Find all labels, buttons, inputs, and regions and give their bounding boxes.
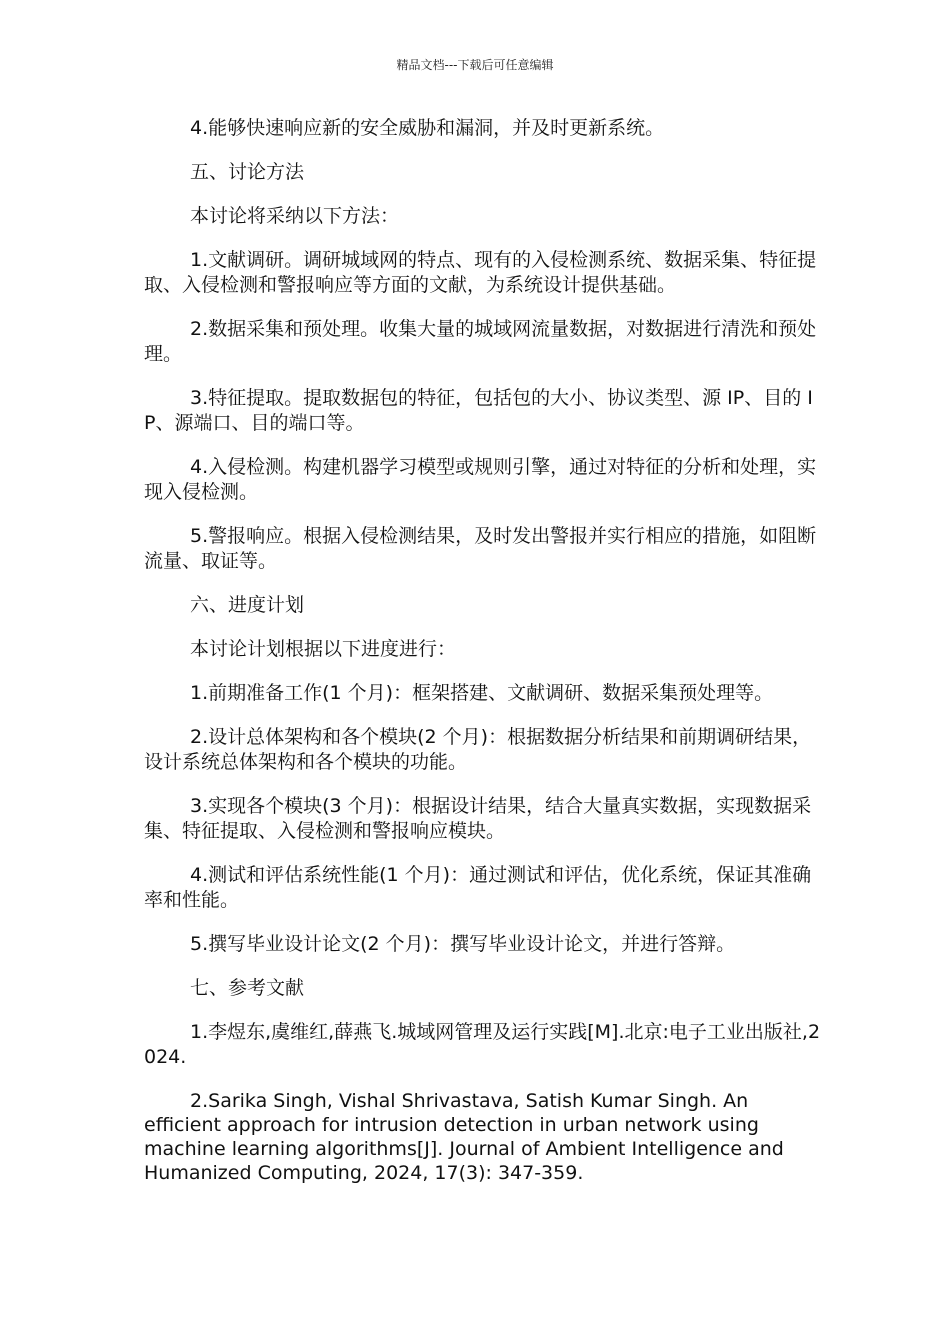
paragraph-item-4-response: 4.能够快速响应新的安全威胁和漏洞，并及时更新系统。 [190,117,665,139]
paragraph-schedule-step-5: 5.撰写毕业设计论文(2 个月)：撰写毕业设计论文，并进行答辩。 [190,933,736,955]
paragraph-method-feature-extraction: 3.特征提取。提取数据包的特征，包括包的大小、协议类型、源 IP、目的 IP、源端口、目的端口等。 [144,387,813,434]
document-body [144,116,824,1204]
paragraph-method-intrusion-detection: 4.入侵检测。构建机器学习模型或规则引擎，通过对特征的分析和处理，实现入侵检测。 [144,456,817,503]
page-header-watermark: 精品文档---下载后可任意编辑 [396,58,554,72]
section-heading-methods: 五、讨论方法 [190,161,305,183]
paragraph-method-literature: 1.文献调研。调研城域网的特点、现有的入侵检测系统、数据采集、特征提取、入侵检测和警报响应等方面的文献，为系统设计提供基础。 [144,249,817,296]
paragraph-method-alert-response: 5.警报响应。根据入侵检测结果，及时发出警报并实行相应的措施，如阻断流量、取证等。 [144,525,817,572]
section-heading-schedule: 六、进度计划 [190,594,305,616]
paragraph-schedule-step-4: 4.测试和评估系统性能(1 个月)：通过测试和评估，优化系统，保证其准确率和性能。 [144,864,812,911]
paragraph-method-data-collection: 2.数据采集和预处理。收集大量的城域网流量数据，对数据进行清洗和预处理。 [144,318,817,365]
section-heading-references: 七、参考文献 [190,977,305,999]
paragraph-schedule-step-2: 2.设计总体架构和各个模块(2 个月)：根据数据分析结果和前期调研结果，设计系统总体架构和各个模块的功能。 [144,726,812,773]
reference-item-2: 2.Sarika Singh, Vishal Shrivastava, Satish Kumar Singh. An efficient approach for intrusion detection in urban network using machine learning algorithms[J]. Journal of Ambient Intelligence and Humanized Computing, 2024, 17(3): 347-359. [144,1090,784,1184]
reference-item-1: 1.李煜东,虞维红,薛燕飞.城域网管理及运行实践[M].北京:电子工业出版社,2024. [144,1021,821,1068]
paragraph-schedule-step-1: 1.前期准备工作(1 个月)：框架搭建、文献调研、数据采集预处理等。 [190,682,774,704]
paragraph-schedule-intro: 本讨论计划根据以下进度进行： [190,638,457,660]
paragraph-methods-intro: 本讨论将采纳以下方法： [190,205,400,227]
paragraph-schedule-step-3: 3.实现各个模块(3 个月)：根据设计结果，结合大量真实数据，实现数据采集、特征提取、入侵检测和警报响应模块。 [144,795,812,842]
